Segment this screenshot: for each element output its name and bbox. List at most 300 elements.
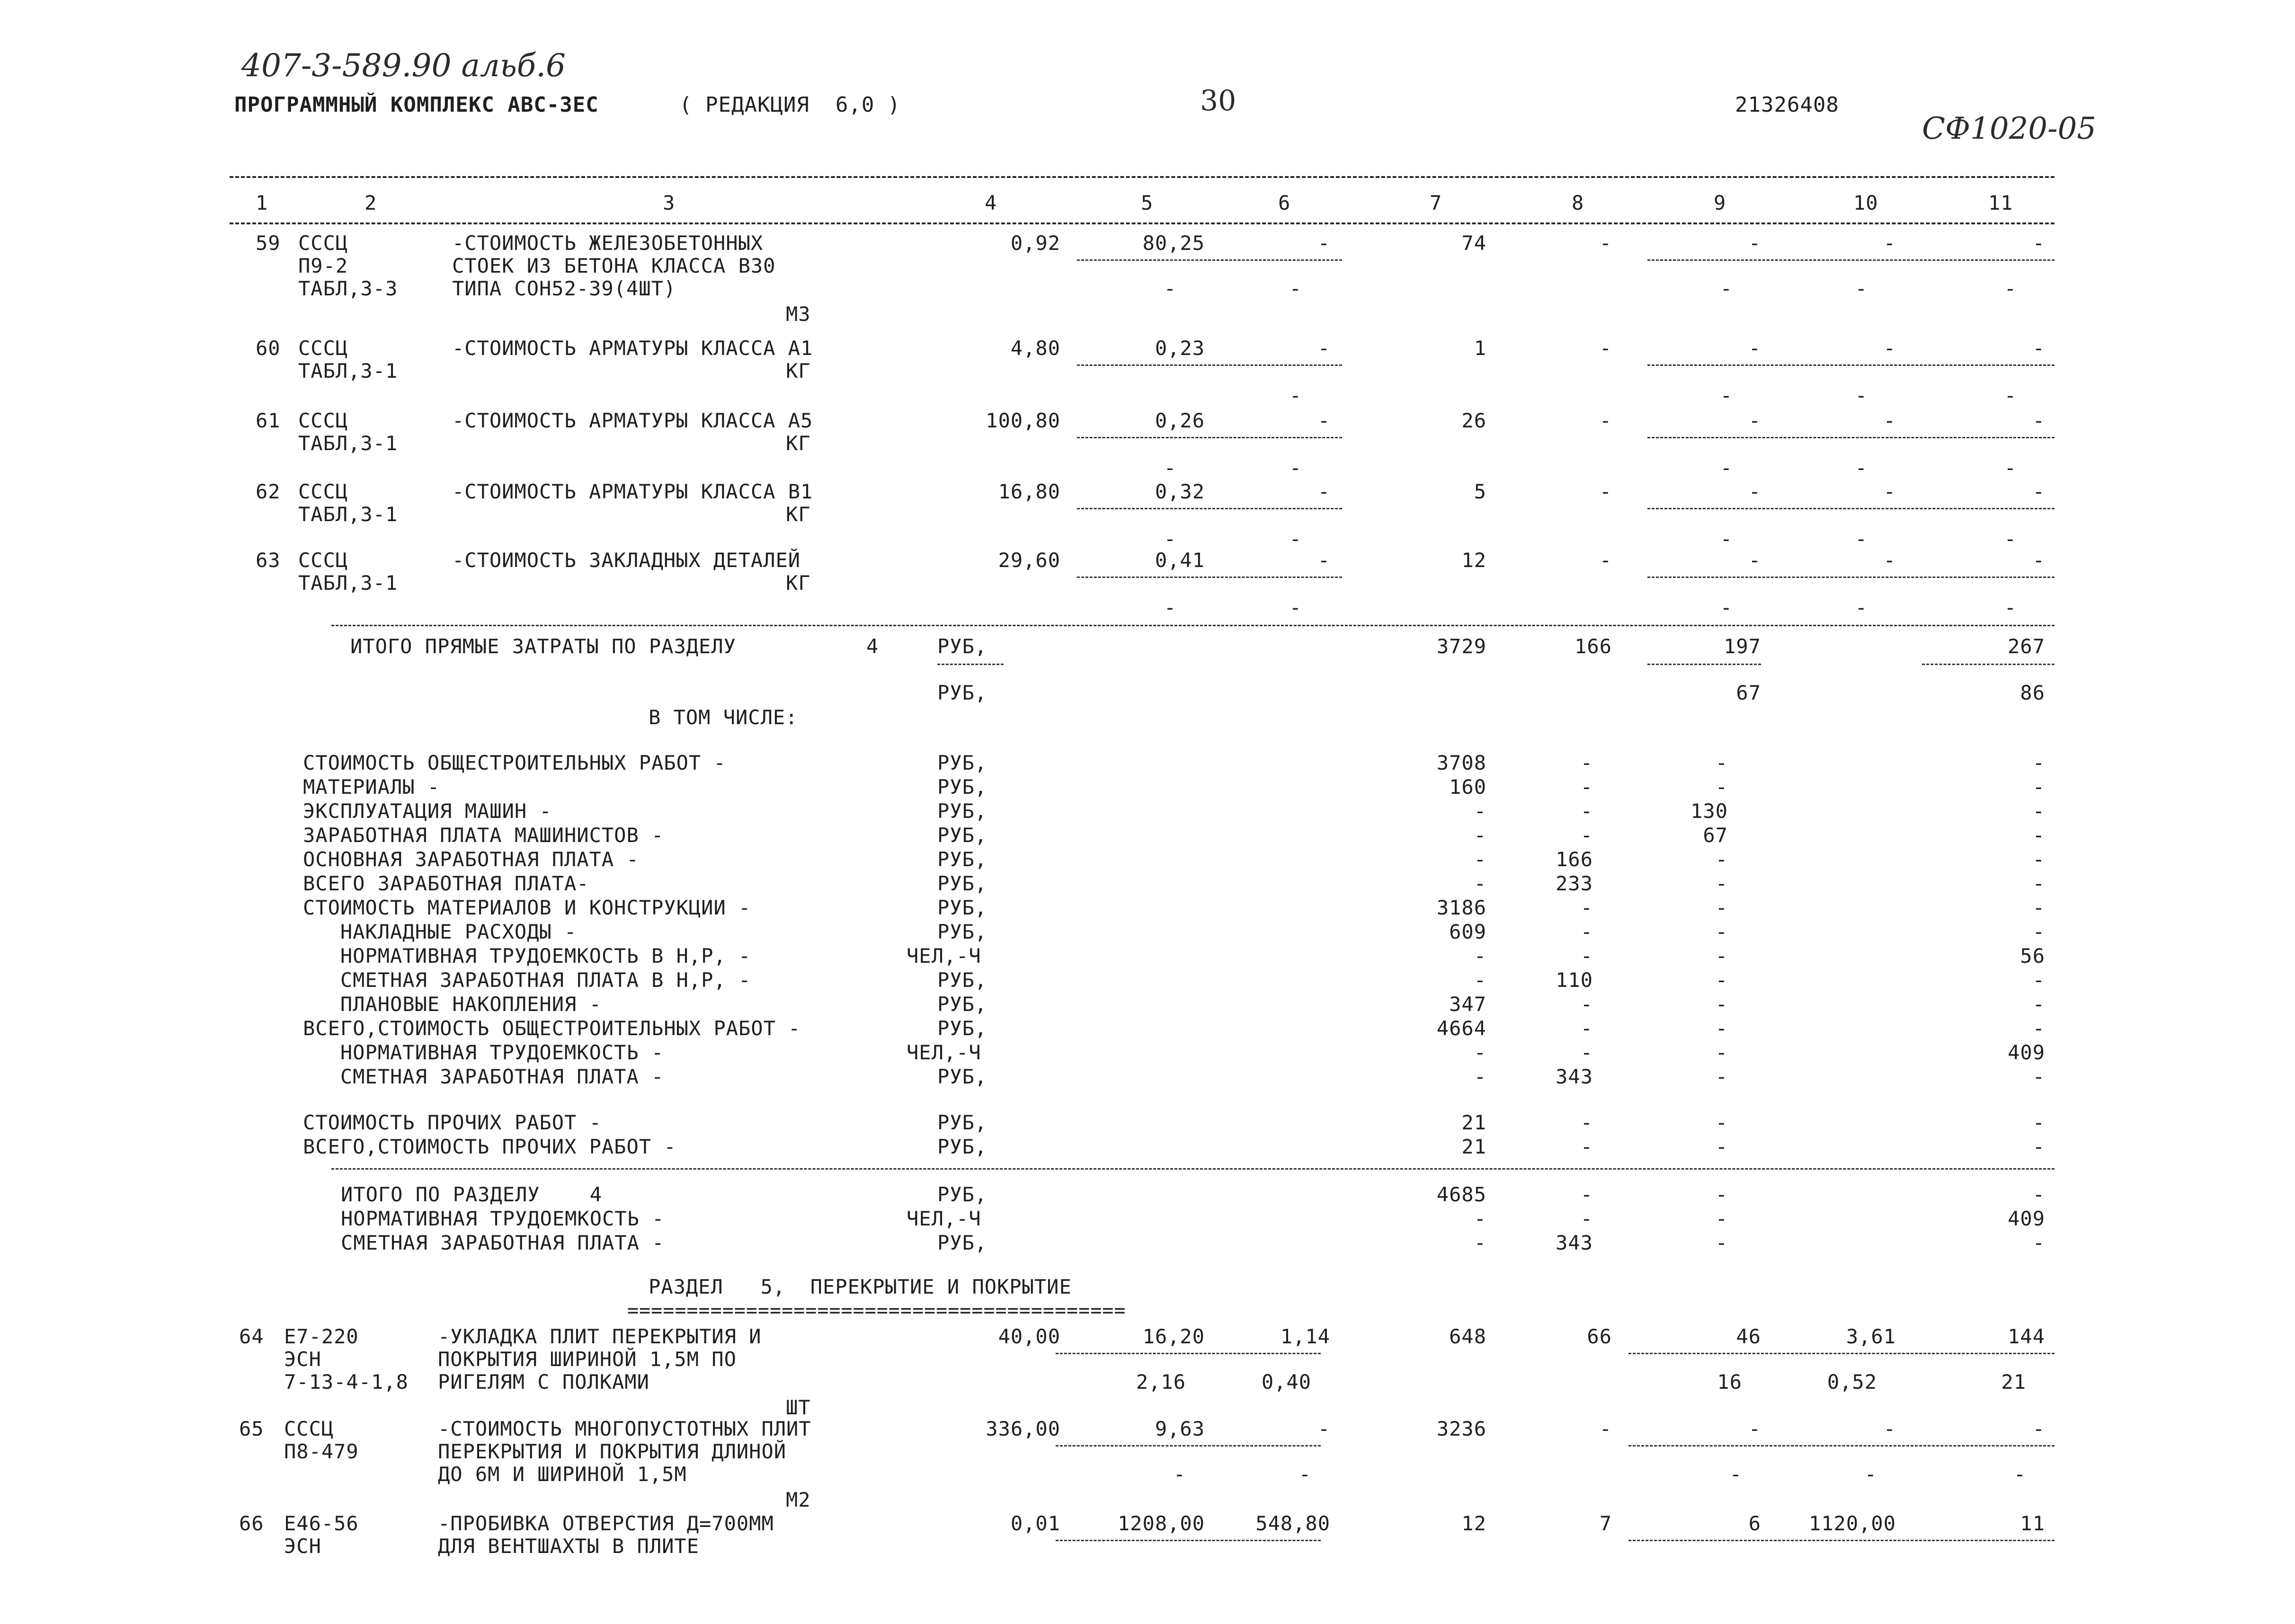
breakdown-row-c9: -: [1715, 872, 1728, 895]
section-total-c9: -: [1715, 1231, 1728, 1254]
entry-code: СССЦ: [298, 549, 348, 572]
entry-sub-s11: -: [2004, 456, 2017, 479]
other-work-row-unit: РУБ,: [937, 1111, 987, 1134]
entry-c4: 16,80: [998, 480, 1060, 503]
section-total-c7: -: [1474, 1207, 1486, 1230]
entry-subrule-9-11: [1647, 364, 2055, 366]
entry-code: СССЦ: [298, 337, 348, 360]
entry-description: СТОЕК ИЗ БЕТОНА КЛАССА В30: [452, 254, 776, 277]
entry-sub-s6: -: [1289, 384, 1302, 407]
breakdown-row-label: ВСЕГО,СТОИМОСТЬ ОБЩЕСТРОИТЕЛЬНЫХ РАБОТ -: [303, 1017, 801, 1040]
entry5-c4: 0,01: [1010, 1512, 1060, 1535]
other-work-row-label: ВСЕГО,СТОИМОСТЬ ПРОЧИХ РАБОТ -: [303, 1135, 676, 1158]
entry5-code: СССЦ: [284, 1417, 334, 1440]
entry-unit: КГ: [786, 571, 811, 595]
entry5-description: -СТОИМОСТЬ МНОГОПУСТОТНЫХ ПЛИТ: [438, 1417, 811, 1440]
breakdown-row-label: СМЕТНАЯ ЗАРАБОТНАЯ ПЛАТА В Н,Р, -: [303, 968, 751, 992]
entry-sub-s9: -: [1720, 527, 1733, 550]
entry-c11: -: [2032, 480, 2045, 503]
entry-c7: 74: [1461, 231, 1486, 255]
entry-c8: -: [1599, 549, 1612, 572]
entry5-c8: 7: [1599, 1512, 1612, 1535]
including-label: В ТОМ ЧИСЛЕ:: [649, 706, 798, 729]
section-total-unit: РУБ,: [937, 1231, 987, 1254]
breakdown-row-c9: -: [1715, 848, 1728, 871]
entry5-code: ЭСН: [284, 1535, 321, 1558]
entry5-c4: 336,00: [986, 1417, 1060, 1440]
breakdown-row-c11: -: [2032, 751, 2045, 774]
breakdown-row-label: НАКЛАДНЫЕ РАСХОДЫ -: [303, 920, 577, 943]
entry-c8: -: [1599, 337, 1612, 360]
entry-c11: -: [2032, 549, 2045, 572]
page-number: 30: [1200, 84, 1236, 117]
entry-sub-s10: -: [1855, 384, 1868, 407]
entry-number: 59: [256, 231, 281, 255]
entry-c9: -: [1748, 480, 1761, 503]
entry5-unit: ШТ: [786, 1396, 811, 1419]
entry-sub-s10: -: [1855, 456, 1868, 479]
entry-number: 60: [256, 337, 281, 360]
breakdown-row-c8: -: [1580, 751, 1593, 774]
entry5-subrule-5-6: [1056, 1445, 1321, 1447]
section-total-c9: -: [1715, 1183, 1728, 1206]
direct-total-section: 4: [866, 635, 879, 658]
entry-description: -СТОИМОСТЬ АРМАТУРЫ КЛАССА А5: [452, 409, 813, 432]
section-total-c8: -: [1580, 1183, 1593, 1206]
entry-sub-s6: -: [1289, 596, 1302, 619]
breakdown-row-c8: -: [1580, 1041, 1593, 1064]
breakdown-row-label: ОСНОВНАЯ ЗАРАБОТНАЯ ПЛАТА -: [303, 848, 639, 871]
breakdown-row-c11: 56: [2020, 944, 2045, 967]
entry-c5: 0,32: [1155, 480, 1205, 503]
entry5-c6: 548,80: [1255, 1512, 1330, 1535]
column-header-7: 7: [1430, 191, 1442, 214]
breakdown-row-c9: -: [1715, 1041, 1728, 1064]
breakdown-row-c7: -: [1474, 848, 1486, 871]
breakdown-row-c8: -: [1580, 920, 1593, 943]
entry-code: ТАБЛ,3-1: [298, 571, 398, 595]
breakdown-row-c7: 4664: [1436, 1017, 1486, 1040]
entry5-c8: 66: [1587, 1325, 1612, 1348]
breakdown-row-c7: -: [1474, 799, 1486, 823]
breakdown-row-c8: 110: [1556, 968, 1593, 992]
entry-sub-s10: -: [1855, 596, 1868, 619]
entry5-description: -УКЛАДКА ПЛИТ ПЕРЕКРЫТИЯ И: [438, 1325, 762, 1348]
breakdown-row-c9: -: [1715, 993, 1728, 1016]
breakdown-row-c9: -: [1715, 1017, 1728, 1040]
entry-c6: -: [1317, 337, 1330, 360]
breakdown-row-label: НОРМАТИВНАЯ ТРУДОЕМКОСТЬ В Н,Р, -: [303, 944, 751, 967]
breakdown-row-c7: 347: [1449, 993, 1486, 1016]
breakdown-row-c8: -: [1580, 993, 1593, 1016]
section-total-c9: -: [1715, 1207, 1728, 1230]
breakdown-row-unit: РУБ,: [937, 824, 987, 847]
section-total-rule: [331, 1168, 2055, 1170]
breakdown-row-c7: -: [1474, 1041, 1486, 1064]
entry5-sub-s6: -: [1299, 1463, 1311, 1486]
breakdown-row-c9: 130: [1690, 799, 1728, 823]
breakdown-row-unit: РУБ,: [937, 1017, 987, 1040]
entry5-c5: 16,20: [1142, 1325, 1205, 1348]
breakdown-row-label: МАТЕРИАЛЫ -: [303, 775, 440, 799]
entry5-subrule-9-11: [1628, 1353, 2055, 1354]
entry-sub-s10: -: [1855, 527, 1868, 550]
entry5-description: ДЛЯ ВЕНТШАХТЫ В ПЛИТЕ: [438, 1535, 700, 1558]
handwritten-album-reference: 407-3-589.90 альб.6: [241, 47, 566, 84]
entry5-code: ЭСН: [284, 1348, 321, 1371]
entry5-c11: 11: [2020, 1512, 2045, 1535]
section-total-c7: -: [1474, 1231, 1486, 1254]
breakdown-row-label: СМЕТНАЯ ЗАРАБОТНАЯ ПЛАТА -: [303, 1065, 664, 1088]
other-work-row-c9: -: [1715, 1111, 1728, 1134]
section-total-c8: 343: [1556, 1231, 1593, 1254]
column-header-9: 9: [1714, 191, 1726, 214]
header-bottom-rule: [230, 222, 2055, 224]
breakdown-row-unit: РУБ,: [937, 1065, 987, 1088]
entry-sub-s11: -: [2004, 277, 2017, 300]
entry-c9: -: [1748, 549, 1761, 572]
entry5-subrule-9-11: [1628, 1540, 2055, 1541]
entry-subrule-5-6: [1077, 508, 1342, 509]
entry-c4: 4,80: [1010, 337, 1060, 360]
entry-c8: -: [1599, 480, 1612, 503]
breakdown-row-c9: -: [1715, 968, 1728, 992]
entry-subrule-5-6: [1077, 577, 1342, 578]
entry-sub-s9: -: [1720, 596, 1733, 619]
breakdown-row-c11: -: [2032, 824, 2045, 847]
breakdown-row-c9: -: [1715, 920, 1728, 943]
entry-description: -СТОИМОСТЬ АРМАТУРЫ КЛАССА В1: [452, 480, 813, 503]
entry-c5: 0,26: [1155, 409, 1205, 432]
entry-c9: -: [1748, 337, 1761, 360]
entry-code: ТАБЛ,3-1: [298, 503, 398, 526]
entry5-description: ПЕРЕКРЫТИЯ И ПОКРЫТИЯ ДЛИНОЙ: [438, 1440, 787, 1463]
entry-c5: 0,41: [1155, 549, 1205, 572]
entry-code: СССЦ: [298, 231, 348, 255]
entry5-c4: 40,00: [998, 1325, 1060, 1348]
entry5-number: 65: [239, 1417, 264, 1440]
entry-sub-s6: -: [1289, 277, 1302, 300]
breakdown-row-c7: -: [1474, 944, 1486, 967]
entry5-c6: 1,14: [1280, 1325, 1330, 1348]
entry5-sub-s6: 0,40: [1261, 1370, 1311, 1393]
other-work-row-c9: -: [1715, 1135, 1728, 1158]
direct-total-unit-2: РУБ,: [937, 681, 987, 704]
other-work-row-label: СТОИМОСТЬ ПРОЧИХ РАБОТ -: [303, 1111, 602, 1134]
section-total-unit: РУБ,: [937, 1183, 987, 1206]
breakdown-row-label: НОРМАТИВНАЯ ТРУДОЕМКОСТЬ -: [303, 1041, 664, 1064]
entry-c11: -: [2032, 409, 2045, 432]
breakdown-row-c11: -: [2032, 968, 2045, 992]
entry-subrule-5-6: [1077, 259, 1342, 261]
entry-subrule-9-11: [1647, 437, 2055, 438]
other-work-row-c8: -: [1580, 1111, 1593, 1134]
entry5-sub-s9: -: [1729, 1463, 1742, 1486]
entry-code: СССЦ: [298, 409, 348, 432]
breakdown-row-c7: 3708: [1436, 751, 1486, 774]
breakdown-row-c7: 160: [1449, 775, 1486, 799]
entry-code: ТАБЛ,3-3: [298, 277, 398, 300]
breakdown-row-c11: -: [2032, 896, 2045, 919]
section-total-label: СМЕТНАЯ ЗАРАБОТНАЯ ПЛАТА -: [341, 1231, 665, 1254]
section-total-c8: -: [1580, 1207, 1593, 1230]
section-total-c11: -: [2032, 1183, 2045, 1206]
breakdown-row-c7: -: [1474, 1065, 1486, 1088]
entry-code: ТАБЛ,3-1: [298, 432, 398, 455]
direct-total-subrule-11: [1922, 664, 2055, 665]
breakdown-row-c8: -: [1580, 775, 1593, 799]
entry-c10: -: [1883, 231, 1896, 255]
other-work-row-unit: РУБ,: [937, 1135, 987, 1158]
column-header-6: 6: [1278, 191, 1291, 214]
other-work-row-c11: -: [2032, 1135, 2045, 1158]
entry-c6: -: [1317, 409, 1330, 432]
entry5-c9: 6: [1748, 1512, 1761, 1535]
entry-code: П9-2: [298, 254, 348, 277]
document-code: 21326408: [1735, 93, 1839, 117]
breakdown-row-label: ЗАРАБОТНАЯ ПЛАТА МАШИНИСТОВ -: [303, 824, 664, 847]
direct-total-c9: 197: [1724, 635, 1761, 658]
entry5-unit: М2: [786, 1488, 811, 1511]
direct-total-c7: 3729: [1436, 635, 1486, 658]
direct-total-unit: РУБ,: [937, 635, 987, 658]
entry-sub-s9: -: [1720, 456, 1733, 479]
entry-c7: 12: [1461, 549, 1486, 572]
entry-c10: -: [1883, 549, 1896, 572]
entry-c9: -: [1748, 231, 1761, 255]
breakdown-row-c7: 3186: [1436, 896, 1486, 919]
entry5-description: ПОКРЫТИЯ ШИРИНОЙ 1,5М ПО: [438, 1348, 737, 1371]
entry-c7: 1: [1474, 337, 1486, 360]
breakdown-row-c11: -: [2032, 775, 2045, 799]
entry-c4: 0,92: [1010, 231, 1060, 255]
column-header-3: 3: [663, 191, 676, 214]
entry-code: ТАБЛ,3-1: [298, 359, 398, 382]
breakdown-row-c9: -: [1715, 1065, 1728, 1088]
entry5-c9: 46: [1736, 1325, 1761, 1348]
entry-c5: 0,23: [1155, 337, 1205, 360]
entry-c10: -: [1883, 480, 1896, 503]
breakdown-row-c11: -: [2032, 1065, 2045, 1088]
entry-sub-s5: -: [1164, 456, 1176, 479]
entry5-c7: 648: [1449, 1325, 1486, 1348]
breakdown-row-unit: РУБ,: [937, 872, 987, 895]
entry-c10: -: [1883, 409, 1896, 432]
column-header-1: 1: [256, 191, 268, 214]
breakdown-row-c8: -: [1580, 824, 1593, 847]
entry-c10: -: [1883, 337, 1896, 360]
breakdown-row-c8: 166: [1556, 848, 1593, 871]
section-total-c11: -: [2032, 1231, 2045, 1254]
direct-total-c11b: 86: [2020, 681, 2045, 704]
other-work-row-c7: 21: [1461, 1135, 1486, 1158]
entry-sub-s6: -: [1289, 527, 1302, 550]
breakdown-row-c9: -: [1715, 751, 1728, 774]
entry5-sub-s10: -: [1864, 1463, 1877, 1486]
entry-number: 61: [256, 409, 281, 432]
entry5-code: Е7-220: [284, 1325, 359, 1348]
direct-total-c9b: 67: [1736, 681, 1761, 704]
breakdown-row-c9: 67: [1703, 824, 1728, 847]
column-header-5: 5: [1141, 191, 1154, 214]
breakdown-row-label: СТОИМОСТЬ МАТЕРИАЛОВ И КОНСТРУКЦИИ -: [303, 896, 751, 919]
entry5-subrule-9-11: [1628, 1445, 2055, 1447]
breakdown-row-c9: -: [1715, 944, 1728, 967]
entry-sub-s5: -: [1164, 277, 1176, 300]
section-total-c11: 409: [2008, 1207, 2045, 1230]
entry-sub-s9: -: [1720, 384, 1733, 407]
header-top-rule: [230, 176, 2055, 178]
entry-subrule-5-6: [1077, 364, 1342, 366]
entry5-code: П8-479: [284, 1440, 359, 1463]
entry5-c9: -: [1748, 1417, 1761, 1440]
entry5-code: 7-13-4-1,8: [284, 1370, 409, 1393]
handwritten-doc-code: СФ1020-05: [1922, 111, 2097, 146]
entry-c7: 26: [1461, 409, 1486, 432]
entry-sub-s9: -: [1720, 277, 1733, 300]
entry5-c8: -: [1599, 1417, 1612, 1440]
direct-total-c8: 166: [1574, 635, 1612, 658]
entry-c4: 29,60: [998, 549, 1060, 572]
entry-unit: КГ: [786, 359, 811, 382]
section5-title: РАЗДЕЛ 5, ПЕРЕКРЫТИЕ И ПОКРЫТИЕ: [649, 1275, 1072, 1298]
column-header-2: 2: [365, 191, 377, 214]
entry-c4: 100,80: [986, 409, 1060, 432]
entry5-c7: 3236: [1436, 1417, 1486, 1440]
other-work-row-c11: -: [2032, 1111, 2045, 1134]
breakdown-row-c11: -: [2032, 872, 2045, 895]
section5-underline: ==========================================: [627, 1300, 1126, 1322]
direct-total-subrule-unit: [937, 664, 1004, 665]
breakdown-row-c11: -: [2032, 799, 2045, 823]
entry-c6: -: [1317, 231, 1330, 255]
entry-c11: -: [2032, 337, 2045, 360]
program-title: ПРОГРАММНЫЙ КОМПЛЕКС АВС-3ЕС: [234, 93, 599, 117]
entry5-sub-s5: -: [1173, 1463, 1186, 1486]
program-edition: ( РЕДАКЦИЯ 6,0 ): [679, 93, 901, 117]
entry-c5: 80,25: [1142, 231, 1205, 255]
breakdown-row-unit: ЧЕЛ,-Ч: [907, 944, 981, 967]
entry-subrule-9-11: [1647, 259, 2055, 261]
entry5-c10: -: [1883, 1417, 1896, 1440]
entry-description: -СТОИМОСТЬ АРМАТУРЫ КЛАССА А1: [452, 337, 813, 360]
entry-unit: М3: [786, 302, 811, 326]
direct-total-subrule-9: [1647, 664, 1761, 665]
entry-sub-s5: -: [1164, 596, 1176, 619]
section-total-label: ИТОГО ПО РАЗДЕЛУ 4: [341, 1183, 603, 1206]
entry-c8: -: [1599, 409, 1612, 432]
entry-c6: -: [1317, 480, 1330, 503]
breakdown-row-label: ПЛАНОВЫЕ НАКОПЛЕНИЯ -: [303, 993, 602, 1016]
column-header-8: 8: [1572, 191, 1584, 214]
entry5-c6: -: [1317, 1417, 1330, 1440]
other-work-row-c7: 21: [1461, 1111, 1486, 1134]
totals-top-rule: [331, 625, 2055, 626]
section-total-unit: ЧЕЛ,-Ч: [907, 1207, 981, 1230]
section-total-c7: 4685: [1436, 1183, 1486, 1206]
breakdown-row-c11: -: [2032, 920, 2045, 943]
entry5-number: 66: [239, 1512, 264, 1535]
breakdown-row-c8: 233: [1556, 872, 1593, 895]
breakdown-row-unit: РУБ,: [937, 775, 987, 799]
other-work-row-c8: -: [1580, 1135, 1593, 1158]
breakdown-row-label: СТОИМОСТЬ ОБЩЕСТРОИТЕЛЬНЫХ РАБОТ -: [303, 751, 726, 774]
breakdown-row-c11: -: [2032, 1017, 2045, 1040]
breakdown-row-c8: -: [1580, 896, 1593, 919]
entry5-sub-s11: -: [2013, 1463, 2026, 1486]
breakdown-row-label: ЭКСПЛУАТАЦИЯ МАШИН -: [303, 799, 552, 823]
breakdown-row-c7: -: [1474, 872, 1486, 895]
entry-subrule-5-6: [1077, 437, 1342, 438]
entry-sub-s5: -: [1164, 527, 1176, 550]
entry-unit: КГ: [786, 432, 811, 455]
direct-total-c11: 267: [2008, 635, 2045, 658]
entry-sub-s11: -: [2004, 527, 2017, 550]
entry-number: 62: [256, 480, 281, 503]
entry5-description: -ПРОБИВКА ОТВЕРСТИЯ Д=700ММ: [438, 1512, 774, 1535]
entry-unit: КГ: [786, 503, 811, 526]
entry-description: -СТОИМОСТЬ ЖЕЛЕЗОБЕТОННЫХ: [452, 231, 764, 255]
breakdown-row-c11: -: [2032, 993, 2045, 1016]
entry5-code: Е46-56: [284, 1512, 359, 1535]
entry-number: 63: [256, 549, 281, 572]
entry-sub-s11: -: [2004, 596, 2017, 619]
breakdown-row-unit: РУБ,: [937, 751, 987, 774]
entry-code: СССЦ: [298, 480, 348, 503]
direct-total-label: ИТОГО ПРЯМЫЕ ЗАТРАТЫ ПО РАЗДЕЛУ: [350, 635, 736, 658]
entry-c11: -: [2032, 231, 2045, 255]
breakdown-row-c7: 609: [1449, 920, 1486, 943]
breakdown-row-unit: РУБ,: [937, 896, 987, 919]
entry5-description: ДО 6М И ШИРИНОЙ 1,5М: [438, 1463, 687, 1486]
entry5-sub-s11: 21: [2001, 1370, 2026, 1393]
breakdown-row-c9: -: [1715, 896, 1728, 919]
entry5-subrule-5-6: [1056, 1540, 1321, 1541]
breakdown-row-c8: -: [1580, 799, 1593, 823]
entry5-sub-s5: 2,16: [1136, 1370, 1186, 1393]
breakdown-row-c7: -: [1474, 968, 1486, 992]
entry5-number: 64: [239, 1325, 264, 1348]
entry5-description: РИГЕЛЯМ С ПОЛКАМИ: [438, 1370, 649, 1393]
breakdown-row-c8: -: [1580, 1017, 1593, 1040]
entry5-c7: 12: [1461, 1512, 1486, 1535]
column-header-11: 11: [1988, 191, 2013, 214]
entry-description: ТИПА СОН52-39(4ШТ): [452, 277, 676, 300]
entry5-c5: 1208,00: [1117, 1512, 1205, 1535]
breakdown-row-c9: -: [1715, 775, 1728, 799]
breakdown-row-c7: -: [1474, 824, 1486, 847]
entry-sub-s10: -: [1855, 277, 1868, 300]
breakdown-row-label: ВСЕГО ЗАРАБОТНАЯ ПЛАТА-: [303, 872, 589, 895]
entry-c7: 5: [1474, 480, 1486, 503]
breakdown-row-unit: ЧЕЛ,-Ч: [907, 1041, 981, 1064]
entry5-c10: 3,61: [1846, 1325, 1896, 1348]
entry-sub-s11: -: [2004, 384, 2017, 407]
breakdown-row-unit: РУБ,: [937, 968, 987, 992]
entry-sub-s6: -: [1289, 456, 1302, 479]
column-header-4: 4: [985, 191, 997, 214]
breakdown-row-c11: -: [2032, 848, 2045, 871]
entry5-c11: -: [2032, 1417, 2045, 1440]
breakdown-row-unit: РУБ,: [937, 848, 987, 871]
breakdown-row-c11: 409: [2008, 1041, 2045, 1064]
entry5-subrule-5-6: [1056, 1353, 1321, 1354]
entry5-c5: 9,63: [1155, 1417, 1205, 1440]
breakdown-row-unit: РУБ,: [937, 993, 987, 1016]
breakdown-row-c8: 343: [1556, 1065, 1593, 1088]
entry5-c10: 1120,00: [1808, 1512, 1896, 1535]
entry-subrule-9-11: [1647, 577, 2055, 578]
